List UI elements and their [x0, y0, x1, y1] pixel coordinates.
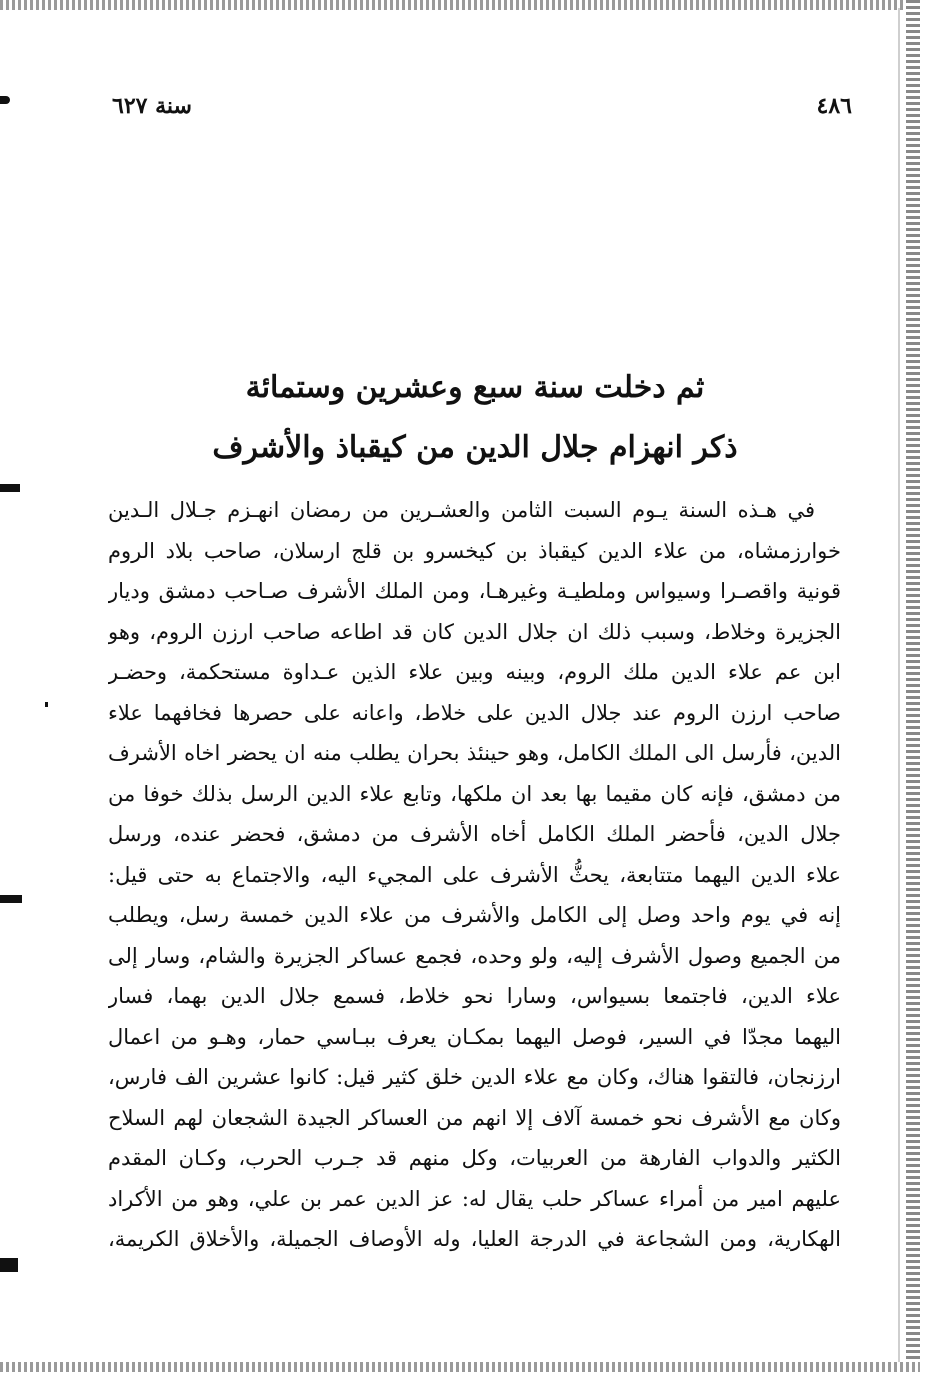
- body-line: الدين، فأرسل الى الملك الكامل، وهو حينئذ بحران يطلب منه ان يحضر اخاه الأشرف: [108, 741, 841, 765]
- scan-mark: [0, 895, 22, 903]
- bottom-ornamental-border: [0, 1362, 920, 1372]
- scan-mark: [0, 484, 20, 492]
- right-ornamental-border: [906, 0, 920, 1372]
- body-line: الكثير والدواب الفارهة من العربيات، وكل منهم قد جـرب الحرب، وكـان المقدم: [108, 1146, 841, 1170]
- body-line: وكان مع الأشرف نحو خمسة آلاف إلا انهم من العساكر الجيدة الشجعان لهم السلاح: [108, 1105, 841, 1130]
- body-line: الهكارية، ومن الشجاعة في الدرجة العليا، وله الأوصاف الجميلة، والأخلاق الكريمة،: [108, 1227, 841, 1251]
- body-paragraph: [108, 490, 841, 1260]
- body-line: ابن عم علاء الدين ملك الروم، وبينه وبين علاء الذين عـداوة مستحكمة، وحضـر: [108, 660, 841, 684]
- body-line: اليهما مجدّا في السير، فوصل اليهما بمكـان يعرف ببـاسي حمار، وهـو من اعمال: [108, 1024, 841, 1049]
- body-line: من دمشق، فإنه كان مقيما بها بعد ان ملكها، وتابع علاء الدين الرسل بذلك خوفا من: [108, 781, 841, 806]
- body-line: من الجميع وصول الأشرف إليه، ولو وحده، فجمع عساكر الجزيرة والشام، وسار إلى: [108, 943, 841, 968]
- body-line: في هـذه السنة يـوم السبت الثامن والعشـرين من رمضان انهـزم جـلال الـدين: [108, 498, 815, 522]
- body-line: الجزيرة وخلاط، وسبب ذلك ان جلال الدين كان قد اطاعه صاحب ارزن الروم، وهو: [108, 619, 841, 644]
- page-number: ٤٨٦: [816, 93, 852, 119]
- body-line: عليهم امير من أمراء عساكر حلب يقال له: عز الدين عمر بن علي، وهو من الأكراد: [108, 1186, 841, 1211]
- body-line: صاحب ارزن الروم عند جلال الدين على خلاط، واعانه على حصرها فخافهما علاء: [108, 700, 841, 725]
- section-heading: ذكر انهزام جلال الدين من كيقباذ والأشرف: [212, 430, 738, 465]
- body-line: قونية واقصـرا وسيواس وملطيـة وغيرهـا، ومن الملك الأشرف صـاحب دمشق وديار: [108, 579, 841, 603]
- scan-mark: [0, 1258, 18, 1272]
- scan-mark: [45, 702, 48, 707]
- chapter-heading: ثم دخلت سنة سبع وعشرين وستمائة: [245, 370, 705, 405]
- scan-mark: [0, 96, 10, 104]
- body-line: جلال الدين، فأحضر الملك الكامل أخاه الأشرف من دمشق، فحضر عنده، ورسل: [108, 822, 841, 846]
- body-line: علاء الدين، فاجتمعا بسيواس، وسارا نحو خلاط، فسمع جلال الدين بهما، فسار: [108, 984, 841, 1008]
- body-line: علاء الدين اليهما متتابعة، يحثُّ الأشرف على المجيء اليه، والاجتماع به حتى قيل:: [108, 862, 841, 887]
- body-line: إنه في يوم واحد وصل إلى الكامل والأشرف من علاء الدين خمسة رسل، ويطلب: [108, 903, 841, 927]
- body-line: ارزنجان، فالتقوا هناك، وكان مع علاء الدين خلق كثير قيل: كانوا عشرين الف فارس،: [108, 1065, 841, 1089]
- running-head-year: سنة ٦٢٧: [112, 93, 192, 119]
- body-line: خوارزمشاه، من علاء الدين كيقباذ بن كيخسرو بن قلج ارسلان، صاحب بلاد الروم: [108, 538, 841, 563]
- top-ornamental-border: [0, 0, 920, 10]
- right-inner-rule: [898, 8, 900, 1363]
